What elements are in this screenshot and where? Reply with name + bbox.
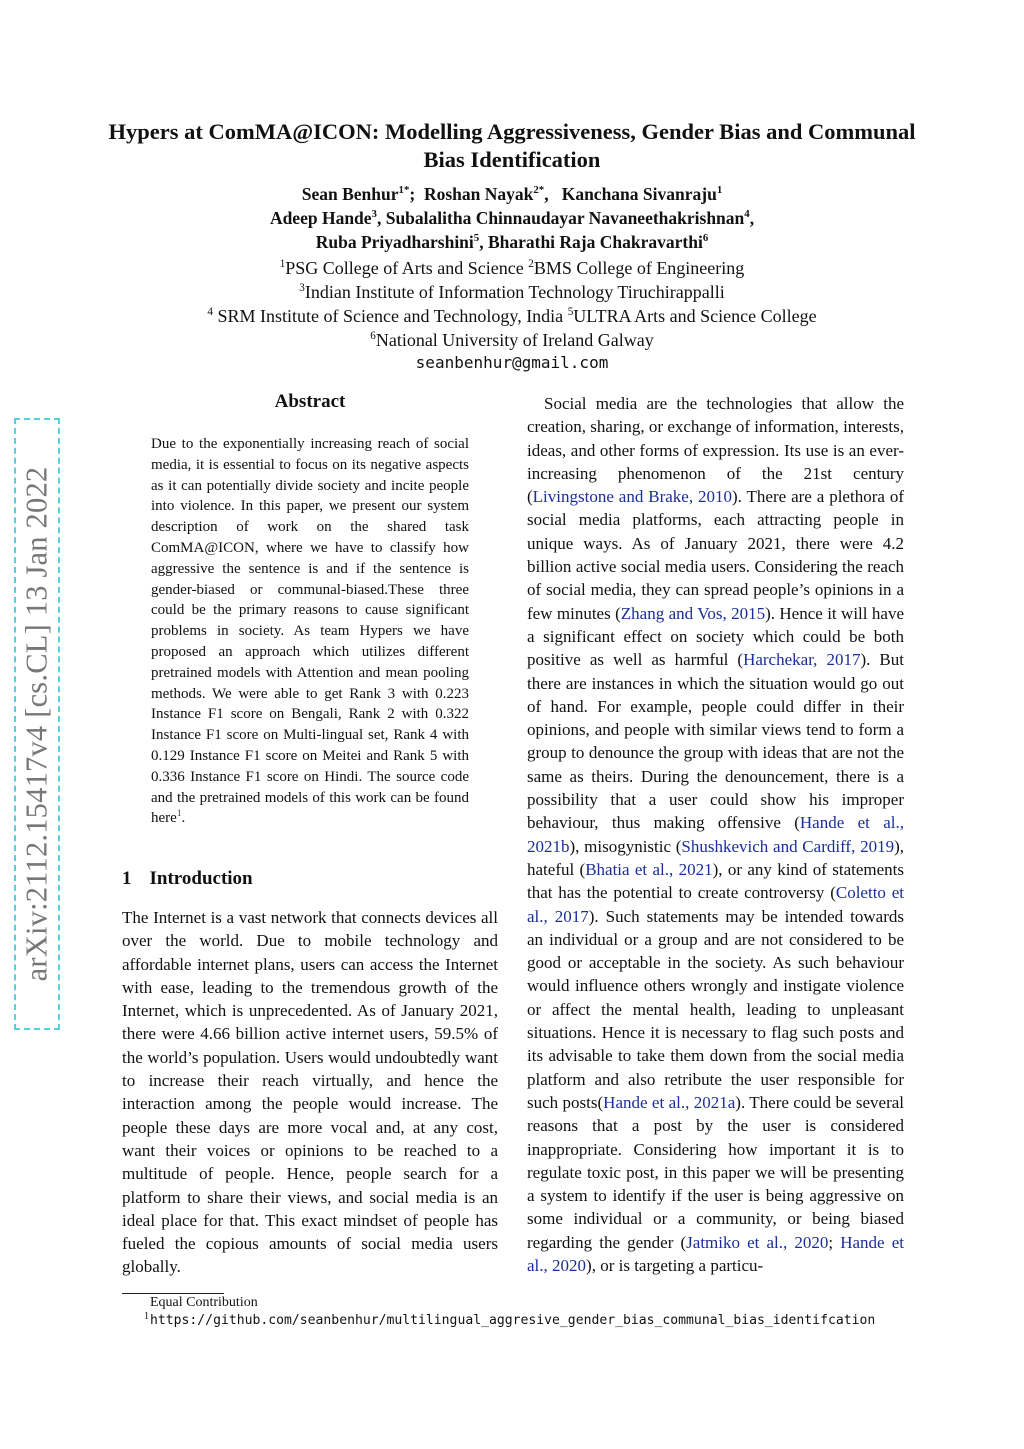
affiliation-line-2 xyxy=(100,280,924,304)
contact-email[interactable]: seanbenhur@gmail.com xyxy=(415,353,609,372)
citation-link[interactable]: Zhang and Vos, 2015 xyxy=(620,603,766,623)
citation-link[interactable]: Harchekar, 2017 xyxy=(743,650,861,670)
author-line-2: Adeep Hande$^3$, Subalalitha Chinnaudayar Navaneethakrishnan$^4$, xyxy=(269,208,755,228)
affiliation-sup: 5 xyxy=(567,306,574,318)
affiliation-name: ULTRA Arts and Science College xyxy=(573,306,817,326)
arxiv-stamp xyxy=(14,418,60,1030)
section-heading-introduction xyxy=(122,868,253,890)
abstract-body xyxy=(151,434,469,829)
author-name: Roshan Nayak xyxy=(423,184,534,204)
affiliation-line-3 xyxy=(100,304,924,328)
citation-link[interactable]: Hande et al., 2020 xyxy=(527,1232,904,1275)
citation-link[interactable]: Livingstone and Brake, 2010 xyxy=(532,487,733,507)
author-sup: 2* xyxy=(533,184,545,197)
affiliation-sup: 2 xyxy=(528,258,534,270)
author-name: Adeep Hande xyxy=(269,208,372,228)
introduction-paragraph: The Internet is a vast network that connects devices all over the world. Due to mobile technology and affordable internet plans, users can access the Internet with ease, leading to the tremendous growth of the Internet, which is unprecedented. As of January 2021, there were 4.66 billion active internet users, 59.5% of the world’s population. Users would undoubtedly want to increase their reach virtually, and hence the interaction among the people would increase. The people these days are more vocal and, at any cost, want their voices or opinions to be reached to a multitude of people. Hence, people search for a platform to share their views, and social media is an ideal place for that. This exact mindset of people has fueled the copious amounts of social media users globally. xyxy=(122,908,498,1277)
citation-link[interactable]: Shushkevich and Cardiff, 2019 xyxy=(681,836,895,856)
author-name: Ruba Priyadharshini xyxy=(315,232,474,252)
abstract-end: . xyxy=(181,810,186,827)
author-name: Kanchana Sivanraju xyxy=(561,184,717,204)
abstract-heading: Abstract xyxy=(274,391,346,412)
affiliation-sup: 6 xyxy=(370,330,376,342)
author-line-1: Sean Benhur$^{1*}$; Roshan Nayak$^{2*}$, Kanchana Sivanraju$^1$ xyxy=(301,184,723,204)
affiliation-sup: 3 xyxy=(299,282,305,294)
body-text: ). There are a plethora of social media platforms, each attracting people in unique ways. As of January 2021, there were 4.2 billion active social media users. Considering the reach of social media, they can spread people’s opinions in a few minutes ( xyxy=(527,487,904,623)
author-sup: 1 xyxy=(716,184,723,197)
footnote-mark: 1 xyxy=(144,1310,149,1322)
affiliation-sup: 1 xyxy=(279,258,286,270)
author-line-3: Ruba Priyadharshini$^5$, Bharathi Raja Chakravarthi$^6$ xyxy=(315,232,709,252)
body-text: ). There could be several reasons that a post by the user is considered inappropriate. Considering how important it is to regulate toxic post, in this paper we will be presenting a system to identify if the user is being aggressive on some individual or a community, or being biased regarding the gender ( xyxy=(527,1092,905,1252)
author-sup: 5 xyxy=(473,232,480,245)
body-text: ). But there are instances in which the situation would go out of hand. For example, people could differ in their opinions, and people with similar views tend to form a group to denounce the group with ideas that are not the same as theirs. During the denouncement, there is a possibility that a user could show his improper behaviour, thus making offensive ( xyxy=(527,650,904,833)
section-number: 1 xyxy=(122,868,132,889)
author-sup: 4 xyxy=(744,208,750,221)
body-text: ), or is targeting a particu- xyxy=(586,1255,764,1275)
footnote-url xyxy=(144,1310,876,1328)
body-text: ). Hence it will have a significant effect on society which could be both positive as well as harmful ( xyxy=(527,603,904,670)
section-title: Introduction xyxy=(149,868,253,889)
author-sup: 3 xyxy=(371,208,377,221)
body-text: Social media are the technologies that allow the creation, sharing, or exchange of information, interests, ideas, and other forms of expression. Its use is an ever-increasing phenomenon of the 21st century ( xyxy=(527,394,904,507)
affiliation-line-1 xyxy=(100,256,924,280)
right-column-paragraph xyxy=(527,392,904,1277)
citation-link[interactable]: Coletto et al., 2017 xyxy=(527,883,905,926)
footnote-divider xyxy=(122,1293,224,1294)
author-name: Sean Benhur xyxy=(301,184,399,204)
affiliation-name: PSG College of Arts and Science xyxy=(285,258,524,278)
body-text: ; xyxy=(828,1232,841,1252)
affiliation-name: BMS College of Engineering xyxy=(533,258,745,278)
author-name: Bharathi Raja Chakravarthi xyxy=(487,232,703,252)
arxiv-stamp-text: arXiv:2112.15417v4 [cs.CL] 13 Jan 2022 xyxy=(19,466,54,982)
body-text: ), hateful ( xyxy=(527,836,904,879)
affiliation-sup: 4 xyxy=(207,306,213,318)
abstract-text: Due to the exponentially increasing reach of social media, it is essential to focus on its negative aspects as it can potentially divide society and incite people into violence. In this paper, we present our system description of work on the shared task ComMA@ICON, where we have to classify how aggressive the sentence is and if the sentence is gender-biased or communal-biased.These three could be the primary reasons to cause significant problems in society. As team Hypers we have proposed an approach which utilizes different pretrained models with Attention and mean pooling methods. We were able to get Rank 3 with 0.223 Instance F1 score on Bengali, Rank 2 with 0.322 Instance F1 score on Multi-lingual set, Rank 4 with 0.129 Instance F1 score on Meitei and Rank 5 with 0.336 Instance F1 score on Hindi. The source code and the pretrained models of this work can be found here xyxy=(151,436,469,827)
affiliation-name: National University of Ireland Galway xyxy=(375,330,654,350)
citation-link[interactable]: Bhatia et al., 2021 xyxy=(585,859,713,879)
author-list xyxy=(100,182,924,254)
body-text: ), or any kind of statements that has the potential to create controversy ( xyxy=(527,859,904,903)
citation-link[interactable]: Hande et al., 2021b xyxy=(527,813,904,856)
footnote-url-link[interactable]: https://github.com/seanbenhur/multilingual_aggresive_gender_bias_communal_bias_identifcation xyxy=(150,1313,876,1328)
body-text: ), misogynistic ( xyxy=(569,836,682,856)
affiliation-name: SRM Institute of Science and Technology, India xyxy=(217,306,564,326)
footnote-equal-contribution: Equal Contribution xyxy=(150,1295,258,1310)
author-sup: 1* xyxy=(398,184,410,197)
affiliation-name: Indian Institute of Information Technology Tiruchirappalli xyxy=(304,282,725,302)
body-text: ). Such statements may be intended towards an individual or a group and are not considered to be good or acceptable in the society. As such behaviour would influence others wrongly and instigate violence or affect the mental health, leading to unpleasant situations. Hence it is necessary to flag such posts and its advisable to take them down from the social media platform and also retribute the user responsible for such posts( xyxy=(527,906,904,1112)
author-sup: 6 xyxy=(702,232,709,245)
affiliation-line-4 xyxy=(100,328,924,352)
affiliation-list xyxy=(100,256,924,352)
citation-link[interactable]: Hande et al., 2021a xyxy=(603,1092,736,1112)
author-name: Subalalitha Chinnaudayar Navaneethakrishnan xyxy=(385,208,745,228)
citation-link[interactable]: Jatmiko et al., 2020 xyxy=(686,1232,829,1252)
paper-title: Hypers at ComMA@ICON: Modelling Aggressiveness, Gender Bias and Communal Bias Identification xyxy=(108,119,916,172)
footnote-ref-link[interactable]: 1 xyxy=(176,809,182,820)
